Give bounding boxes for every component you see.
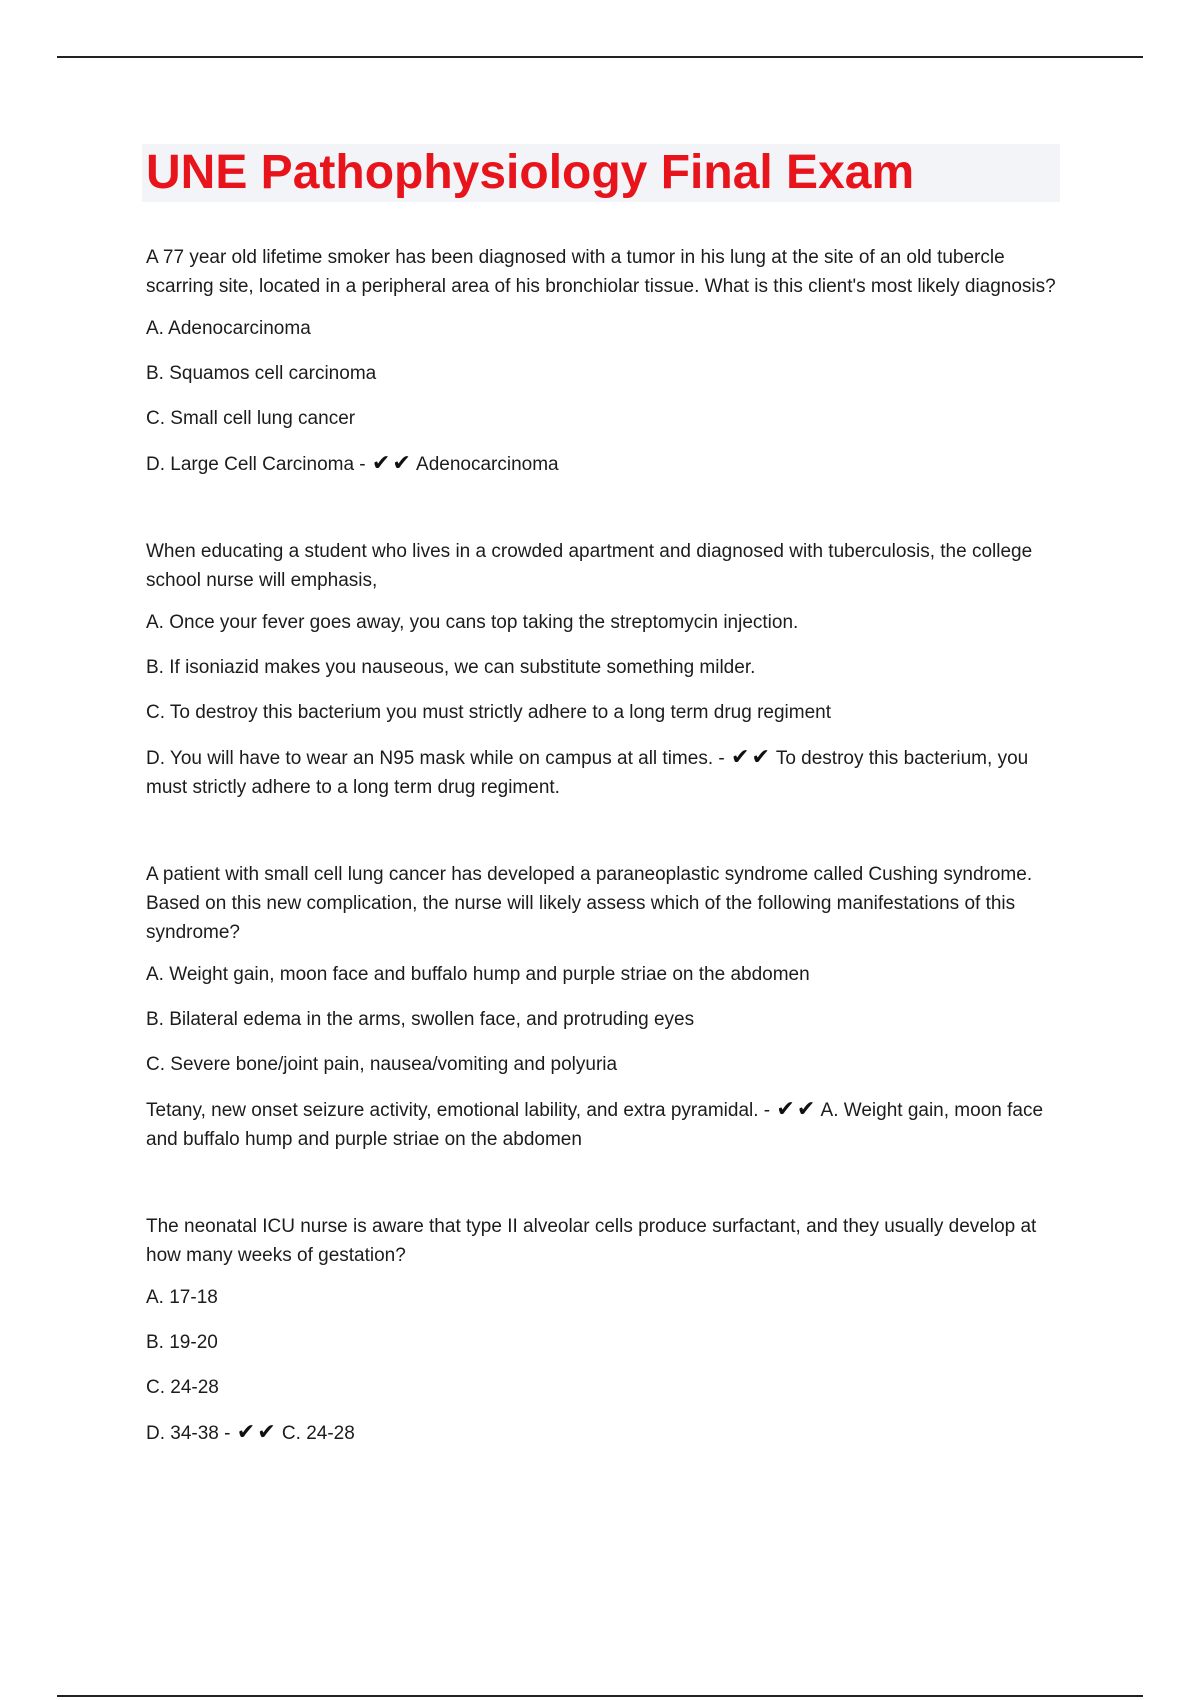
option-a: A. Once your fever goes away, you cans top taking the streptomycin injection. [146, 612, 799, 633]
option-d: D. Large Cell Carcinoma - [146, 454, 366, 475]
question-block [146, 243, 1066, 479]
option-d: D. 34-38 - [146, 1423, 231, 1444]
question-text: A 77 year old lifetime smoker has been diagnosed with a tumor in his lung at the site of an old tubercle scarring site, located in a peripheral area of his bronchiolar tissue. What is this client's most likely diagnosis? [146, 247, 1056, 297]
option-c: C. Small cell lung cancer [146, 408, 356, 429]
option-c: C. To destroy this bacterium you must strictly adhere to a long term drug regiment [146, 702, 832, 723]
option-d: Tetany, new onset seizure activity, emotional lability, and extra pyramidal. - [146, 1100, 771, 1121]
title-banner [142, 144, 1060, 202]
option-d-with-answer [146, 743, 1066, 802]
option-a: A. Weight gain, moon face and buffalo hump and purple striae on the abdomen [146, 964, 810, 985]
option-d-with-answer [146, 1418, 1066, 1448]
correct-answer: To destroy this bacterium, you must strictly adhere to a long term drug regiment. [146, 748, 1029, 798]
question-text: The neonatal ICU nurse is aware that type II alveolar cells produce surfactant, and they usually develop at how many weeks of gestation? [146, 1216, 1037, 1266]
option-b: B. If isoniazid makes you nauseous, we can substitute something milder. [146, 657, 756, 678]
option-c: C. Severe bone/joint pain, nausea/vomiting and polyuria [146, 1054, 618, 1075]
question-block [146, 1212, 1066, 1448]
correct-answer: A. Weight gain, moon face and buffalo hump and purple striae on the abdomen [146, 1100, 1044, 1150]
option-b: B. Squamos cell carcinoma [146, 363, 377, 384]
question-block [146, 537, 1066, 802]
option-b: B. Bilateral edema in the arms, swollen face, and protruding eyes [146, 1009, 695, 1030]
option-d-with-answer [146, 449, 1066, 479]
bottom-rule [57, 1695, 1143, 1697]
check-icon: ✔ [236, 1420, 256, 1445]
option-a: A. Adenocarcinoma [146, 318, 311, 339]
question-list [146, 243, 1066, 1506]
option-a: A. 17-18 [146, 1287, 218, 1308]
correct-answer: C. 24-28 [281, 1423, 355, 1444]
check-icon: ✔ [751, 745, 770, 770]
option-d: D. You will have to wear an N95 mask while on campus at all times. - [146, 748, 725, 769]
check-icon: ✔ [392, 451, 411, 476]
check-icon: ✔ [796, 1097, 816, 1122]
question-block [146, 860, 1066, 1154]
check-icon: ✔ [371, 451, 391, 476]
question-text: A patient with small cell lung cancer has developed a paraneoplastic syndrome called Cushing syndrome. Based on this new complication, the nurse will likely assess which of the following manifestations of this syndrome? [146, 864, 1033, 943]
option-d-with-answer [146, 1095, 1066, 1154]
page-title: UNE Pathophysiology Final Exam [146, 146, 915, 199]
correct-answer: Adenocarcinoma [416, 454, 559, 475]
option-c: C. 24-28 [146, 1377, 219, 1398]
option-b: B. 19-20 [146, 1332, 218, 1353]
check-icon: ✔ [776, 1097, 795, 1122]
check-icon: ✔ [731, 745, 750, 770]
check-icon: ✔ [257, 1420, 276, 1445]
top-rule [57, 56, 1143, 58]
question-text: When educating a student who lives in a crowded apartment and diagnosed with tuberculosis, the college school nurse will emphasis, [146, 541, 1033, 591]
